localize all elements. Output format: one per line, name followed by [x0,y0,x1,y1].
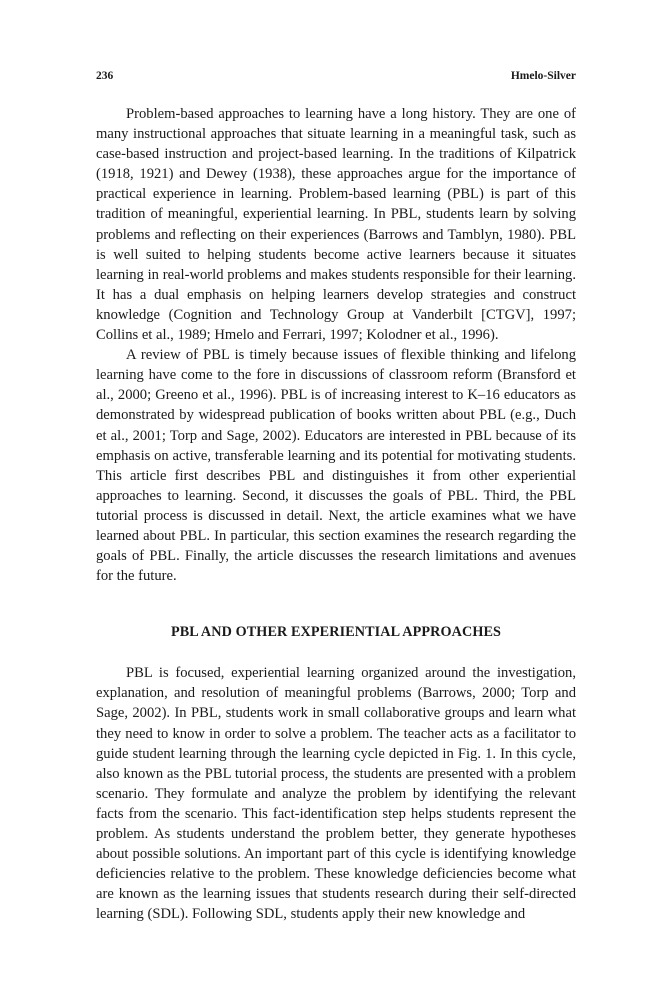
page-number: 236 [96,70,114,82]
section-heading: PBL AND OTHER EXPERIENTIAL APPROACHES [170,624,502,641]
paragraph-intro: Problem-based approaches to learning have a long history. They are one of many instructional approaches that situate learning in a meaningful task, such as case-based instruction and project-based learning. In the traditions of Kilpatrick (1918, 1921) and Dewey (1938), these approaches argue for the importance of practical experience in learning. Problem-based learning (PBL) is part of this tradition of meaningful, experiential learning. In PBL, students learn by solving problems and reflecting on their experiences (Barrows and Tamblyn, 1980). PBL is well suited to helping students become active learners because it situates learning in real-world problems and makes students responsible for their learning. It has a dual emphasis on helping learners develop strategies and construct knowledge (Cognition and Technology Group at Vanderbilt [CTGV], 1997; Collins et al., 1989; Hmelo and Ferrari, 1997; Kolodner et al., 1996). [96,106,576,344]
paragraph-review: A review of PBL is timely because issues of flexible thinking and lifelong learning have come to the fore in discussions of classroom reform (Bransford et al., 2000; Greeno et al., 1996). PBL is of increasing interest to K–16 educators as demonstrated by widespread publication of books written about PBL (e.g., Duch et al., 2001; Torp and Sage, 2002). Educators are interested in PBL because of its emphasis on active, transferable learning and its potential for motivating students. This article first describes PBL and distinguishes it from other experiential approaches to learning. Second, it discusses the goals of PBL. Third, the PBL tutorial process is discussed in detail. Next, the article examines what we have learned about PBL. In particular, this section examines the research regarding the goals of PBL. Finally, the article discusses the research limitations and avenues for the future. [96,347,576,585]
running-head [96,70,576,88]
body-text [96,104,576,924]
running-author: Hmelo-Silver [510,70,576,82]
paragraph-pbl-definition: PBL is focused, experiential learning organized around the investigation, explanation, and resolution of meaningful problems (Barrows, 2000; Torp and Sage, 2002). In PBL, students work in small collaborative groups and learn what they need to know in order to solve a problem. The teacher acts as a facilitator to guide student learning through the learning cycle depicted in Fig. 1. In this cycle, also known as the PBL tutorial process, the students are presented with a problem scenario. They formulate and analyze the problem by identifying the relevant facts from the scenario. This fact-identification step helps students represent the problem. As students understand the problem better, they generate hypotheses about possible solutions. An important part of this cycle is identifying knowledge deficiencies relative to the problem. These knowledge deficiencies become what are known as the learning issues that students research during their self-directed learning (SDL). Following SDL, students apply their new knowledge and [96,665,576,923]
